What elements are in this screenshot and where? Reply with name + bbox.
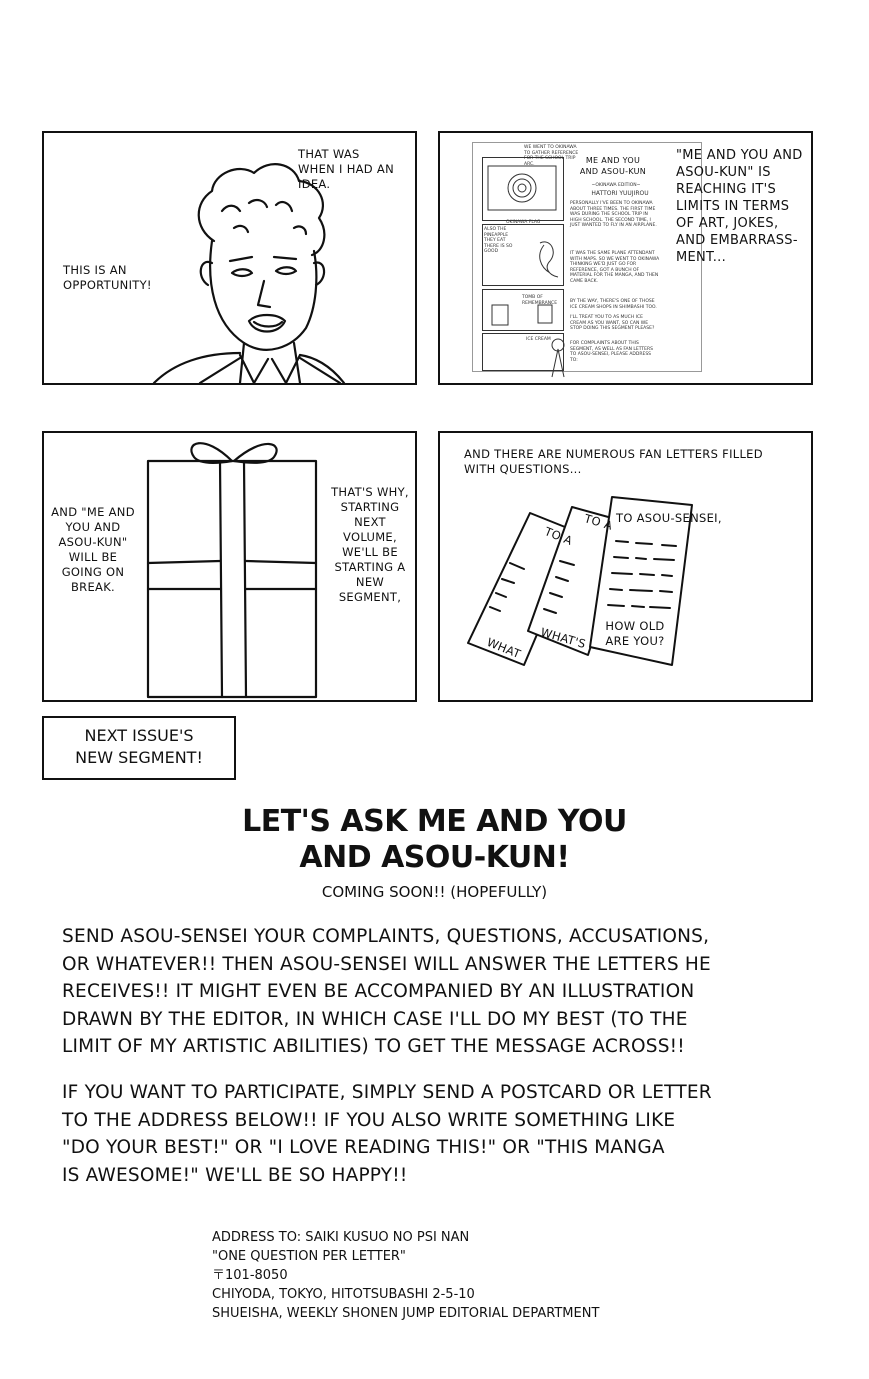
paragraph2-line: "DO YOUR BEST!" OR "I LOVE READING THIS!" OR "THIS MANGA xyxy=(62,1137,665,1158)
paragraph2-line: IS AWESOME!" WE'LL BE SO HAPPY!! xyxy=(62,1164,408,1186)
mini-author: HATTORI YUUJIROU xyxy=(591,190,649,197)
speech-bubble-new-segment: THAT'S WHY, STARTING NEXT VOLUME, WE'LL BE STARTING A NEW SEGMENT, xyxy=(331,485,409,604)
paragraph2-line: IF YOU WANT TO PARTICIPATE, SIMPLY SEND A POSTCARD OR LETTER xyxy=(62,1082,712,1103)
letter-2-bottom: WHAT'S xyxy=(539,624,588,652)
paragraph1-line: LIMIT OF MY ARTISTIC ABILITIES) TO GET THE MESSAGE ACROSS!! xyxy=(62,1036,685,1057)
panel-idea-face xyxy=(42,131,417,385)
speech-bubble-break: AND "ME AND YOU AND ASOU-KUN" WILL BE GOING ON BREAK. xyxy=(51,505,135,594)
paragraph1-line: SEND ASOU-SENSEI YOUR COMPLAINTS, QUESTIONS, ACCUSATIONS, xyxy=(62,926,710,947)
panel-mini-manga-page xyxy=(438,131,813,385)
next-issue-line1: NEXT ISSUE'S xyxy=(84,726,194,745)
coming-soon-text: COMING SOON!! (HOPEFULLY) xyxy=(321,883,548,901)
address-line: CHIYODA, TOKYO, HITOTSUBASHI 2-5-10 xyxy=(212,1287,475,1302)
letter-3-question: HOW OLD ARE YOU? xyxy=(605,619,665,648)
mini-text-a: PERSONALLY I'VE BEEN TO OKINAWA ABOUT THREE TIMES. THE FIRST TIME WAS DURING THE SCHOOL TRIP IN HIGH SCHOOL. THE SECOND TIME, I JUST WANTED TO FLY IN AN AIRPLANE. xyxy=(570,201,657,228)
mini-text-e: FOR COMPLAINTS ABOUT THIS SEGMENT, AS WELL AS FAN LETTERS TO ASOU-SENSEI, PLEASE ADDRESS TO: xyxy=(570,341,654,363)
mini-note-ice: ICE CREAM xyxy=(526,337,551,342)
mini-subtitle: ~OKINAWA EDITION~ xyxy=(591,183,641,188)
address-line: 〒101-8050 xyxy=(212,1268,288,1283)
panel-fan-letters xyxy=(438,431,813,702)
address-line: "ONE QUESTION PER LETTER" xyxy=(212,1249,406,1264)
speech-bubble-opportunity: THIS IS AN OPPORTUNITY! xyxy=(63,263,152,292)
paragraph1-line: OR WHATEVER!! THEN ASOU-SENSEI WILL ANSWER THE LETTERS HE xyxy=(62,953,711,975)
speech-bubble-idea: THAT WAS WHEN I HAD AN IDEA. xyxy=(298,147,394,191)
next-issue-line2: NEW SEGMENT! xyxy=(75,748,203,767)
letter-1-bottom: WHAT xyxy=(484,634,523,662)
address-line: SHUEISHA, WEEKLY SHONEN JUMP EDITORIAL DEPARTMENT xyxy=(212,1306,600,1321)
panel-gift-box xyxy=(42,431,417,702)
mini-title: ME AND YOU AND ASOU-KUN xyxy=(579,156,647,176)
address-line: ADDRESS TO: SAIKI KUSUO NO PSI NAN xyxy=(212,1230,470,1245)
paragraph-send-complaints xyxy=(62,923,832,1061)
segment-title xyxy=(0,804,869,876)
letter-1-greeting: TO A xyxy=(542,524,575,548)
letter-3-greeting: TO ASOU-SENSEI, xyxy=(616,511,722,525)
mini-note-pineapple: ALSO THE PINEAPPLE THEY EAT THERE IS SO GOOD xyxy=(484,227,513,254)
letter-2-greeting: TO A xyxy=(582,511,615,533)
mini-note-souvenirs: TOMB OF REMEMBRANCE xyxy=(522,295,558,306)
mini-caption-top: WE WENT TO OKINAWA TO GATHER REFERENCE FOR THE SCHOOL TRIP ARC. xyxy=(524,145,579,167)
paragraph1-line: DRAWN BY THE EDITOR, IN WHICH CASE I'LL DO MY BEST (TO THE xyxy=(62,1008,688,1030)
mini-text-b: IT WAS THE SAME PLANE ATTENDANT WITH MAPS. SO WE WENT TO OKINAWA THINKING WE'D JUST GO FOR REFERENCE, GOT A BUNCH OF MATERIAL FOR THE MANGA, AND THEN CAME BACK. xyxy=(570,251,660,284)
paragraph-participate xyxy=(62,1079,832,1189)
segment-title-line1: LET'S ASK ME AND YOU xyxy=(242,804,627,839)
caption-fan-letters: AND THERE ARE NUMEROUS FAN LETTERS FILLED WITH QUESTIONS... xyxy=(464,447,763,476)
segment-title-line2: AND ASOU-KUN! xyxy=(299,840,570,875)
paragraph1-line: RECEIVES!! IT MIGHT EVEN BE ACCOMPANIED BY AN ILLUSTRATION xyxy=(62,981,695,1002)
mini-caption-flag: OKINAWA FLAG xyxy=(506,220,541,225)
next-issue-box xyxy=(42,716,236,780)
mini-text-d: I'LL TREAT YOU TO AS MUCH ICE CREAM AS YOU WANT, SO CAN WE STOP DOING THIS SEGMENT PLEASE? xyxy=(570,315,655,331)
letters-drawing xyxy=(440,433,811,700)
mini-text-c: BY THE WAY, THERE'S ONE OF THOSE ICE CREAM SHOPS IN SHIMBASHI TOO. xyxy=(570,299,657,310)
paragraph2-line: TO THE ADDRESS BELOW!! IF YOU ALSO WRITE SOMETHING LIKE xyxy=(62,1109,676,1131)
speech-bubble-limits: "ME AND YOU AND ASOU-KUN" IS REACHING IT'S LIMITS IN TERMS OF ART, JOKES, AND EMBARRASS-MENT... xyxy=(676,148,803,265)
mailing-address xyxy=(212,1228,772,1323)
